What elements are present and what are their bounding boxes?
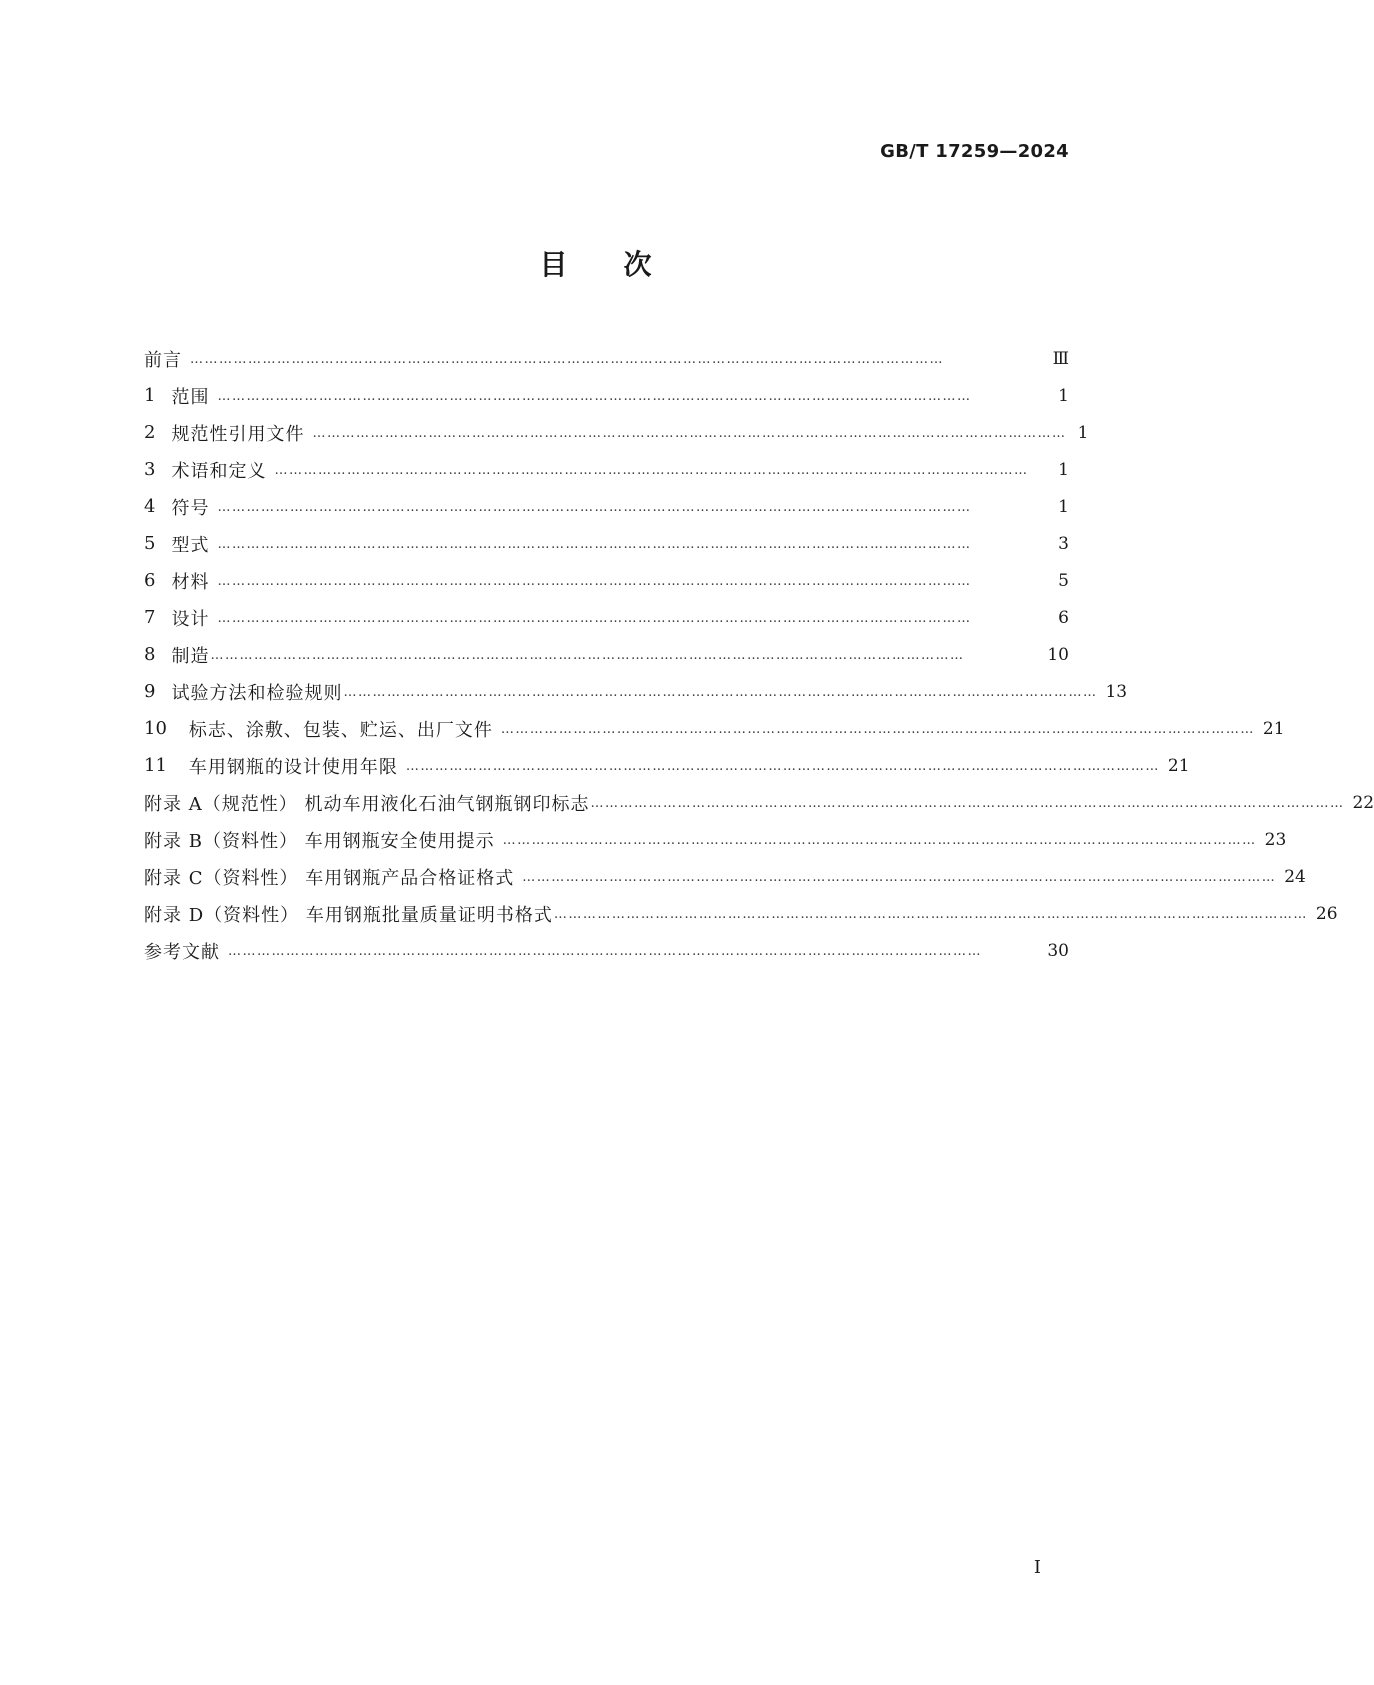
toc-entry-page: 22 xyxy=(1352,792,1374,813)
toc-entry-title: 附录 B（资料性） 车用钢瓶安全使用提示 xyxy=(144,830,495,852)
toc-entry-6[interactable] xyxy=(144,562,1069,599)
toc-entry-appendix-d[interactable] xyxy=(144,895,1338,932)
standard-code: GB/T 17259—2024 xyxy=(880,141,1069,162)
toc-entry-page: 1 xyxy=(1077,422,1089,443)
toc-entry-title: 附录 C（资料性） 车用钢瓶产品合格证格式 xyxy=(144,867,515,889)
toc-entry-number: 11 xyxy=(144,755,167,776)
toc-entry-title: 规范性引用文件 xyxy=(171,423,305,445)
dot-leader: ………………………………………………………………………………………………………………………………………… xyxy=(217,500,972,515)
dot-leader: ………………………………………………………………………………………………………………………………………… xyxy=(217,574,972,589)
toc-entry-number: 8 xyxy=(144,644,156,665)
toc-entry-number: 7 xyxy=(144,607,156,628)
toc-entry-number: 10 xyxy=(144,718,167,739)
toc-entry-number: 5 xyxy=(144,533,156,554)
toc-entry-9[interactable] xyxy=(144,673,1128,710)
toc-entry-number: 2 xyxy=(144,422,156,443)
toc-entry-page: 24 xyxy=(1284,866,1306,887)
toc-entry-title: 参考文献 xyxy=(144,941,220,963)
table-of-contents xyxy=(144,340,1374,969)
toc-entry-title: 制造 xyxy=(171,645,210,667)
toc-entry-title: 符号 xyxy=(171,497,210,519)
toc-entry-appendix-b[interactable] xyxy=(144,821,1287,858)
page-number: Ⅰ xyxy=(1033,1557,1041,1578)
toc-entry-10[interactable] xyxy=(144,710,1285,747)
toc-entry-title: 范围 xyxy=(171,386,210,408)
toc-entry-references[interactable] xyxy=(144,932,1069,969)
dot-leader: ………………………………………………………………………………………………………………………………………… xyxy=(210,648,965,663)
dot-leader: ………………………………………………………………………………………………………………………………………… xyxy=(502,833,1257,848)
toc-entry-title: 设计 xyxy=(171,608,210,630)
dot-leader: ………………………………………………………………………………………………………………………………………… xyxy=(217,537,972,552)
toc-entry-3[interactable] xyxy=(144,451,1069,488)
toc-entry-page: 1 xyxy=(1058,496,1069,517)
page-title: 目次 xyxy=(539,248,708,281)
toc-entry-number: 9 xyxy=(144,681,156,702)
dot-leader: ………………………………………………………………………………………………………………………………………… xyxy=(217,611,972,626)
toc-entry-number: 1 xyxy=(144,385,156,406)
toc-entry-title: 附录 A（规范性） 机动车用液化石油气钢瓶钢印标志 xyxy=(144,793,590,815)
toc-entry-page: 10 xyxy=(1047,644,1069,665)
toc-entry-1[interactable] xyxy=(144,377,1069,414)
dot-leader: ………………………………………………………………………………………………………………………………………… xyxy=(553,907,1308,922)
toc-entry-title: 术语和定义 xyxy=(171,460,267,482)
toc-entry-page: 21 xyxy=(1167,755,1190,776)
dot-leader: ………………………………………………………………………………………………………………………………………… xyxy=(190,352,944,367)
dot-leader: ………………………………………………………………………………………………………………………………………… xyxy=(522,870,1277,885)
toc-entry-title: 型式 xyxy=(171,534,210,556)
toc-entry-appendix-c[interactable] xyxy=(144,858,1306,895)
toc-entry-4[interactable] xyxy=(144,488,1069,525)
toc-entry-5[interactable] xyxy=(144,525,1069,562)
toc-entry-title: 标志、涂敷、包装、贮运、出厂文件 xyxy=(188,719,493,741)
toc-entry-number: 6 xyxy=(144,570,156,591)
dot-leader: ………………………………………………………………………………………………………………………………………… xyxy=(343,685,1098,700)
toc-entry-page: 26 xyxy=(1315,903,1338,924)
toc-entry-page: 5 xyxy=(1058,570,1069,591)
toc-entry-page: 1 xyxy=(1058,385,1069,406)
toc-entry-11[interactable] xyxy=(144,747,1190,784)
dot-leader: ………………………………………………………………………………………………………………………………………… xyxy=(274,463,1029,478)
dot-leader: ………………………………………………………………………………………………………………………………………… xyxy=(312,426,1067,441)
toc-entry-page: 6 xyxy=(1058,607,1069,628)
toc-entry-7[interactable] xyxy=(144,599,1069,636)
toc-entry-2[interactable] xyxy=(144,414,1089,451)
toc-entry-foreword[interactable] xyxy=(144,340,1069,377)
toc-entry-page: 21 xyxy=(1262,718,1285,739)
toc-entry-number: 4 xyxy=(144,496,156,517)
toc-entry-page: 3 xyxy=(1058,533,1069,554)
dot-leader: ………………………………………………………………………………………………………………………………………… xyxy=(500,722,1255,737)
toc-entry-page: 1 xyxy=(1058,459,1069,480)
dot-leader: ………………………………………………………………………………………………………………………………………… xyxy=(217,389,972,404)
toc-entry-title: 附录 D（资料性） 车用钢瓶批量质量证明书格式 xyxy=(144,904,553,926)
toc-entry-title: 车用钢瓶的设计使用年限 xyxy=(188,756,398,778)
toc-entry-page: 13 xyxy=(1105,681,1128,702)
toc-entry-page: Ⅲ xyxy=(1052,348,1069,369)
toc-entry-number: 3 xyxy=(144,459,156,480)
toc-entry-title: 前言 xyxy=(144,349,182,371)
dot-leader: ………………………………………………………………………………………………………………………………………… xyxy=(405,759,1160,774)
toc-entry-title: 材料 xyxy=(171,571,210,593)
toc-entry-title: 试验方法和检验规则 xyxy=(171,682,343,704)
dot-leader: ………………………………………………………………………………………………………………………………………… xyxy=(228,944,982,959)
toc-entry-appendix-a[interactable] xyxy=(144,784,1374,821)
dot-leader: ………………………………………………………………………………………………………………………………………… xyxy=(590,796,1345,811)
toc-entry-page: 30 xyxy=(1047,940,1069,961)
toc-entry-page: 23 xyxy=(1264,829,1287,850)
toc-entry-8[interactable] xyxy=(144,636,1069,673)
